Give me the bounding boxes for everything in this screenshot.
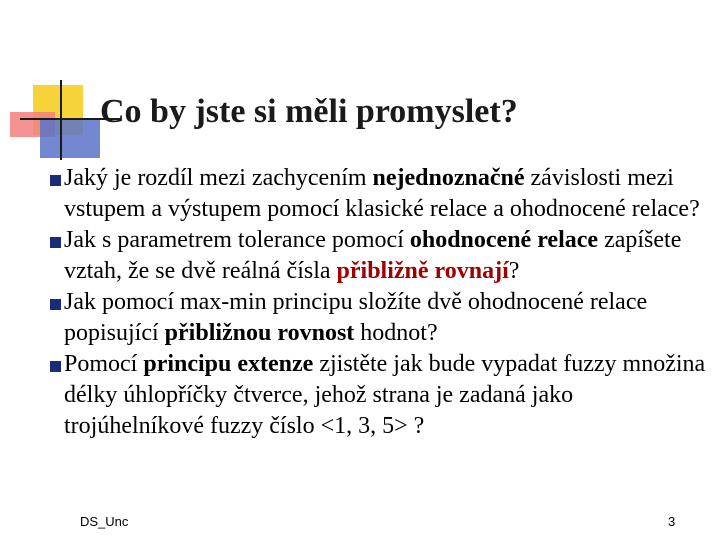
question-text: závislosti mezi vstupem a výstupem pomocí klasické relace a ohodnocené relace?: [64, 165, 700, 222]
slide-title: Co by jste si měli promyslet?: [100, 93, 518, 130]
logo-vertical-line: [60, 80, 62, 160]
bold-term: nejednoznačné: [372, 165, 525, 191]
question-item: [56, 349, 706, 442]
square-bullet-icon: [50, 361, 61, 372]
question-text: Jak s parametrem tolerance pomocí: [64, 227, 410, 253]
question-text: zjistěte jak bude vypadat fuzzy množina délky úhlopříčky čtverce, jehož strana je zadaná jako trojúhelníkové fuzzy číslo <1, 3, 5> ?: [64, 351, 706, 439]
bold-term: přibližnou rovnost: [164, 320, 355, 346]
square-bullet-icon: [50, 299, 61, 310]
footer-label: DS_Unc: [80, 514, 129, 529]
question-item: [56, 225, 706, 287]
square-bullet-icon: [50, 237, 61, 248]
square-bullet-icon: [50, 175, 61, 186]
question-text: ?: [508, 258, 520, 284]
bold-term: principu extenze: [143, 351, 314, 377]
question-text: Jak pomocí max-min principu složíte dvě ohodnocené relace popisující: [64, 289, 648, 346]
question-text: zapíšete vztah, že se dvě reálná čísla: [64, 227, 682, 284]
bold-term: ohodnocené relace: [409, 227, 599, 253]
logo-blue-square: [40, 118, 100, 158]
highlighted-term: přibližně rovnají: [336, 258, 509, 284]
question-item: [56, 287, 706, 349]
question-text: hodnot?: [354, 320, 438, 346]
question-text: Jaký je rozdíl mezi zachycením: [64, 165, 373, 191]
page-number: 3: [668, 514, 676, 529]
question-item: [56, 163, 706, 225]
question-text: Pomocí: [64, 351, 144, 377]
question-list: [56, 163, 706, 442]
decorative-squares-logo: [0, 0, 100, 170]
